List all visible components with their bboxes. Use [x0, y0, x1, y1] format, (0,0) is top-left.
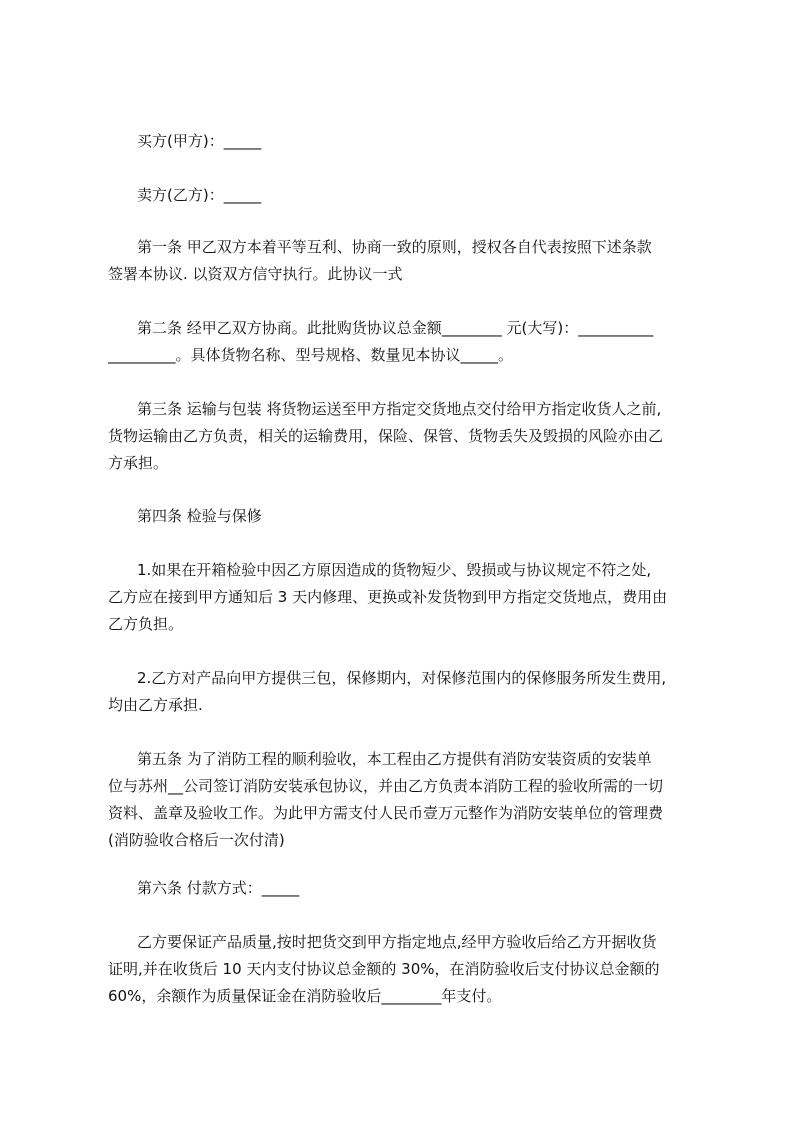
article-6-title: 第六条 付款方式：_____ — [137, 879, 300, 897]
buyer-line: 买方(甲方)：_____ — [137, 132, 262, 150]
article-3-line-2: 货物运输由乙方负责，相关的运输费用，保险、保管、货物丢失及毁损的风险亦由乙 — [108, 427, 664, 445]
article-6-para-line-2: 证明,并在收货后 10 天内支付协议总金额的 30%，在消防验收后支付协议总金额的 — [108, 960, 660, 978]
article-5-line-1: 第五条 为了消防工程的顺利验收，本工程由乙方提供有消防安装资质的安装单 — [137, 750, 652, 768]
article-5-line-3: 资料、盖章及验收工作。为此甲方需支付人民币壹万元整作为消防安装单位的管理费 — [108, 804, 664, 822]
article-5-line-4: (消防验收合格后一次付清) — [108, 831, 285, 849]
article-3-line-1: 第三条 运输与包装 将货物运送至甲方指定交货地点交付给甲方指定收货人之前, — [137, 400, 662, 418]
article-4-item-1-line-2: 乙方应在接到甲方通知后 3 天内修理、更换或补发货物到甲方指定交货地点，费用由 — [108, 588, 668, 606]
article-4-item-2-line-2: 均由乙方承担. — [108, 696, 203, 714]
seller-line: 卖方(乙方)：_____ — [137, 186, 262, 204]
article-6-para-line-1: 乙方要保证产品质量,按时把货交到甲方指定地点,经甲方验收后给乙方开据收货 — [137, 933, 657, 951]
article-6-para-line-3: 60%，余额作为质量保证金在消防验收后________年支付。 — [108, 987, 502, 1005]
article-4-item-2-line-1: 2.乙方对产品向甲方提供三包，保修期内，对保修范围内的保修服务所发生费用, — [137, 669, 667, 687]
article-4-item-1-line-3: 乙方负担。 — [108, 615, 184, 633]
article-1-line-2: 签署本协议. 以资双方信守执行。此协议一式 — [108, 265, 403, 283]
article-2-line-2: _________。具体货物名称、型号规格、数量见本协议_____。 — [108, 346, 514, 364]
article-5-line-2: 位与苏州__公司签订消防安装承包协议，并由乙方负责本消防工程的验收所需的一切 — [108, 777, 664, 795]
article-3-line-3: 方承担。 — [108, 454, 169, 472]
article-2-line-1: 第二条 经甲乙双方协商。此批购货协议总金额________ 元(大写)：__________ — [137, 319, 654, 337]
article-4-title: 第四条 检验与保修 — [137, 507, 262, 525]
article-4-item-1-line-1: 1.如果在开箱检验中因乙方原因造成的货物短少、毁损或与协议规定不符之处, — [137, 561, 652, 579]
article-1-line-1: 第一条 甲乙双方本着平等互利、协商一致的原则，授权各自代表按照下述条款 — [137, 238, 652, 256]
